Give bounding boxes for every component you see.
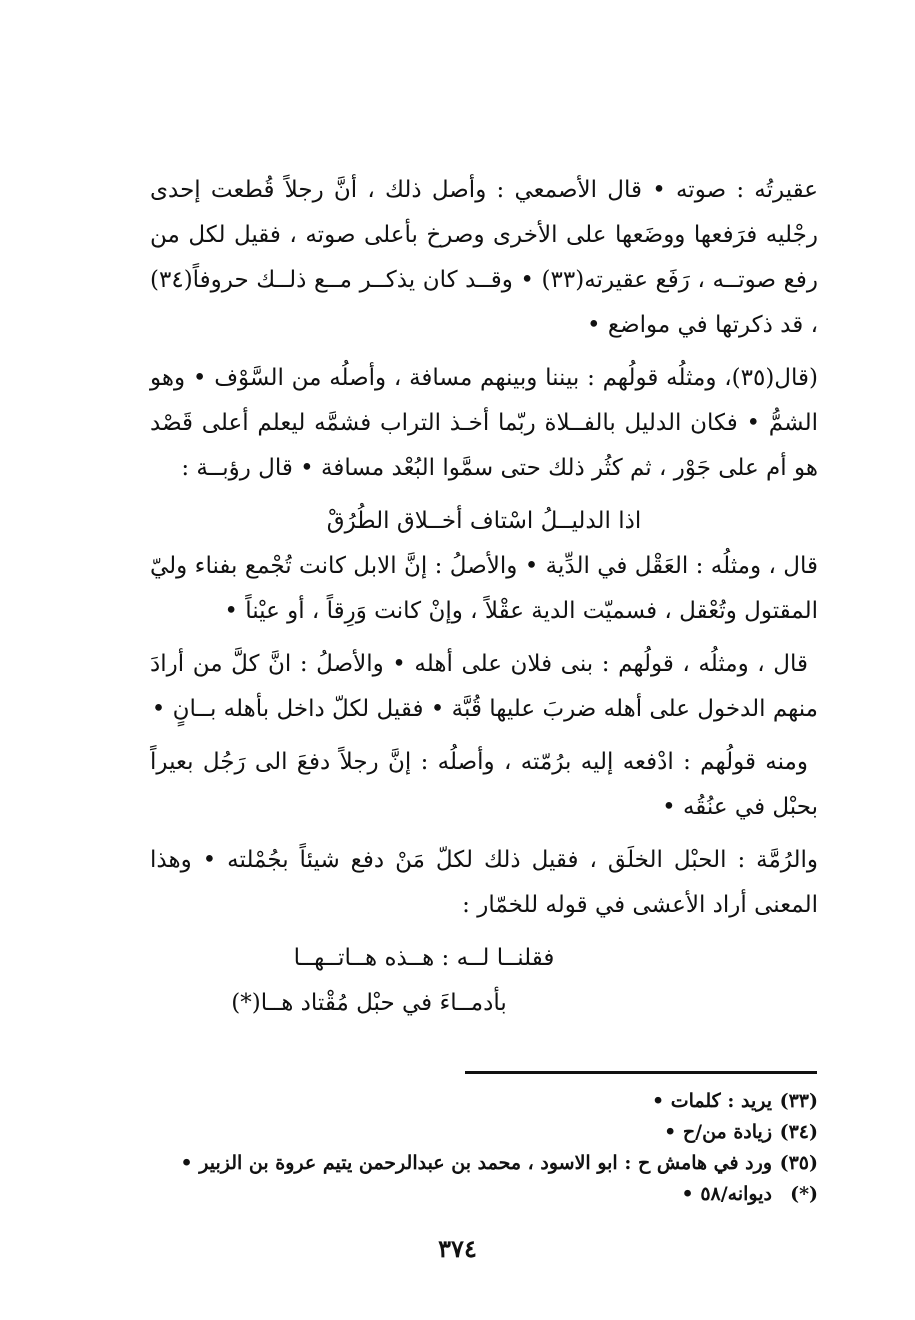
page-number: ٣٧٤ (438, 1234, 477, 1263)
paragraph-aql: قال ، ومثلُه : العَقْل في الدِّية • والأصلُ : إنَّ الابل كانت تُجْمع بفناء وليّ المقتول وتُعْقل ، فسميّت الدية عقْلاً ، وإنْ كانت وَرِقاً ، أو عيْناً • (150, 553, 818, 624)
footnote (150, 1117, 818, 1148)
footnote-number: (٣٣) (779, 1090, 818, 1112)
verse-ruba: اذا الدليــلُ اسْتاف أخــلاق الطُرُقْ (326, 508, 642, 534)
footnote-text: ديوانه/٥٨ • (681, 1183, 772, 1205)
footnote (150, 1086, 818, 1117)
footnotes (150, 1086, 818, 1210)
paragraph-habl: والرُمَّة : الحبْل الخلَق ، فقيل ذلك لكلّ مَنْ دفع شيئاً بجُمْلته • وهذا المعنى أراد الأعشى في قوله للخمّار : (150, 847, 818, 918)
paragraph-aqira: عقيرتُه : صوته • قال الأصمعي : وأصل ذلك ، أنَّ رجلاً قُطعت إحدى رجْليه فرَفعها ووضَعها على الأخرى وصرخ بأعلى صوته ، فقيل لكل من رفع صوتــه ، رَفَع عقيرته(٣٣) • وقــد كان يذكــر مــع ذلــك حروفاً(٣٤) ، قد ذكرتها في مواضع • (150, 177, 818, 338)
footnote (150, 1148, 818, 1179)
paragraph-bana: قال ، ومثلُه ، قولُهم : بنى فلان على أهله • والأصلُ : انَّ كلَّ من أرادَ منهم الدخول على أهله ضربَ عليها قُبَّة • فقيل لكلّ داخل بأهله بــانٍ • (150, 651, 818, 722)
paragraph-masafa: (قال(٣٥)، ومثلُه قولُهم : بيننا وبينهم مسافة ، وأصلُه من السَّوْف • وهو الشمُّ • فكان الدليل بالفــلاة ربّما أخـذ التراب فشمَّه ليعلم أعلى قَصْد هو أم على جَوْر ، ثم كثُر ذلك حتى سمَّوا البُعْد مسافة • قال رؤبــة : (150, 365, 818, 481)
footnote (150, 1179, 818, 1210)
footnote-text: يريد : كلمات • (651, 1090, 772, 1112)
verse-asha-first: فقلنــا لــه : هــذه هــاتــهــا (293, 945, 555, 971)
footnote-number: (*) (790, 1183, 818, 1205)
footnote-text: زيادة من/ح • (664, 1121, 772, 1143)
footnote-divider (465, 1071, 817, 1074)
paragraph-rumma: ومنه قولُهم : ادْفعه إليه برُمّته ، وأصلُه : إنَّ رجلاً دفعَ الى رَجُل بعيراً بحبْل في عنُقُه • (150, 749, 818, 820)
footnote-number: (٣٤) (779, 1121, 818, 1143)
footnote-text: ورد في هامش ح : ابو الاسود ، محمد بن عبدالرحمن يتيم عروة بن الزبير • (180, 1152, 772, 1174)
footnote-number: (٣٥) (779, 1152, 818, 1174)
main-text (150, 168, 818, 1026)
verse-asha-second: بأدمــاءَ في حبْل مُقْتاد هــا(*) (231, 990, 507, 1016)
